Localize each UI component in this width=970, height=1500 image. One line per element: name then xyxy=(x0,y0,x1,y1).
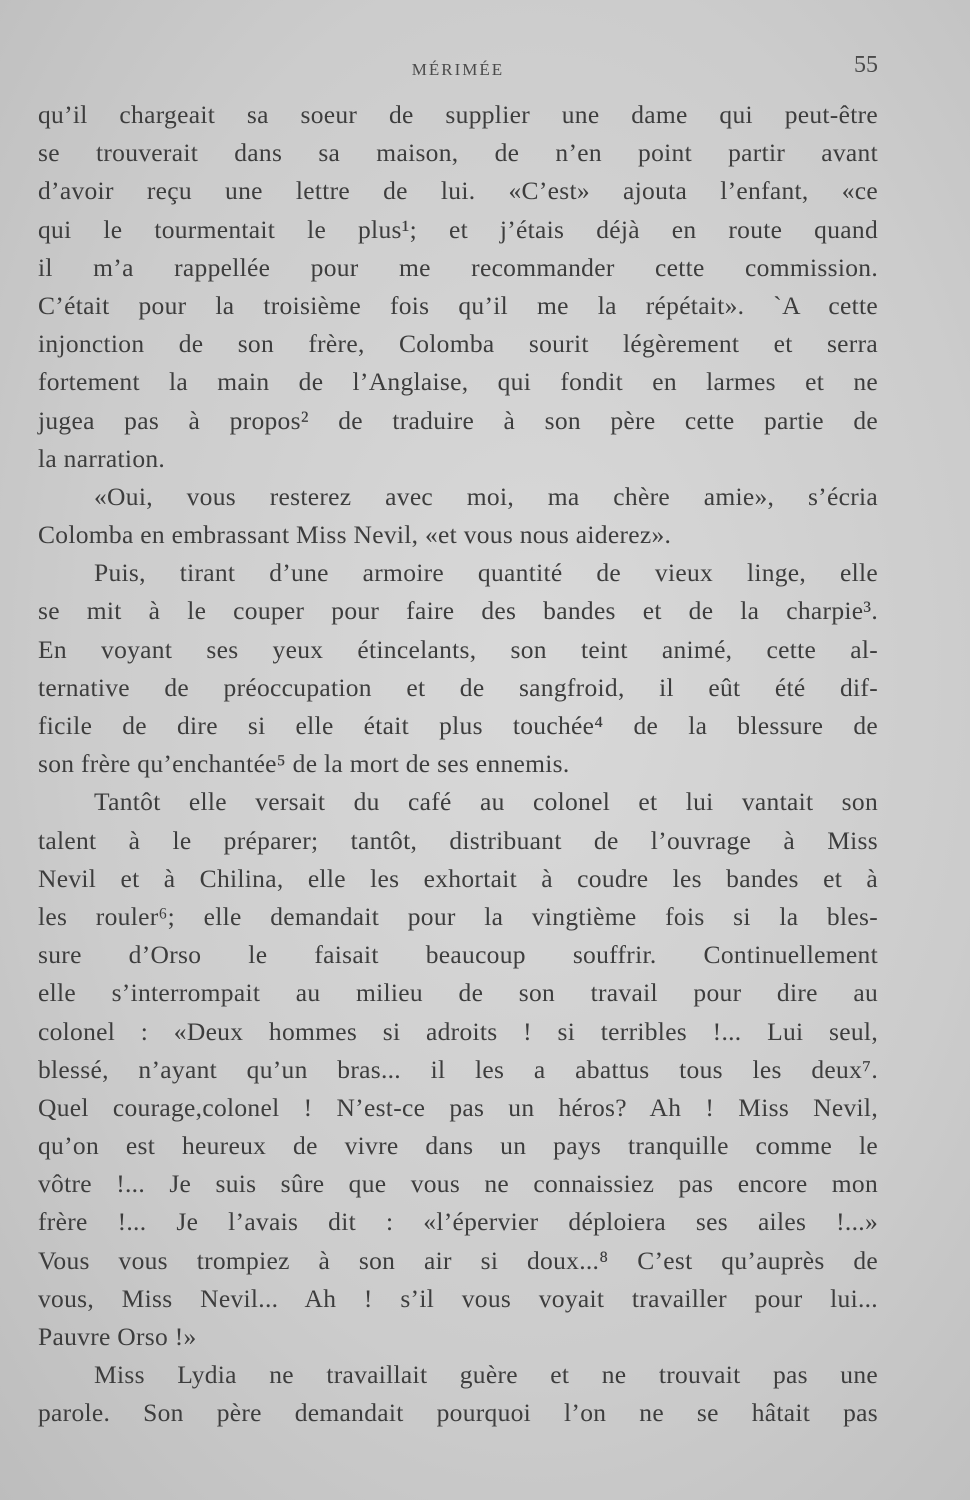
page-number: 55 xyxy=(854,52,878,78)
text-line: Pauvre Orso !» xyxy=(38,1322,197,1351)
text-line: «Oui, vous resterez avec moi, ma chère amie», s’écria xyxy=(94,481,878,511)
text-line: Tantôt elle versait du café au colonel et lui vantait son xyxy=(94,787,878,817)
text-line: la narration. xyxy=(38,443,166,473)
text-line: qu’on est heureux de vivre dans un pays tranquille comme le xyxy=(38,1131,878,1161)
text-line: jugea pas à propos² de traduire à son père cette partie de xyxy=(38,405,878,435)
text-line: sure d’Orso le faisait beaucoup souffrir. Continuellement xyxy=(38,940,878,970)
text-line: se mit à le couper pour faire des bandes et de la charpie³. xyxy=(38,596,878,626)
text-line: frère !... Je l’avais dit : «l’épervier déploiera ses ailes !...» xyxy=(38,1207,878,1237)
text-line: qui le tourmentait le plus¹; et j’étais déjà en route quand xyxy=(38,214,878,244)
running-head: MÉRIMÉE xyxy=(411,60,505,79)
text-line: ficile de dire si elle était plus touchée⁴ de la blessure de xyxy=(38,711,878,740)
text-line: talent à le préparer; tantôt, distribuant de l’ouvrage à Miss xyxy=(38,825,878,855)
text-line: d’avoir reçu une lettre de lui. «C’est» ajouta l’enfant, «ce xyxy=(38,176,878,206)
text-line: fortement la main de l’Anglaise, qui fondit en larmes et ne xyxy=(38,367,878,397)
text-line: En voyant ses yeux étincelants, son teint animé, cette al- xyxy=(38,634,878,664)
text-line: qu’il chargeait sa soeur de supplier une dame qui peut-être xyxy=(38,100,878,129)
text-line: Nevil et à Chilina, elle les exhortait à coudre les bandes et à xyxy=(38,863,878,893)
text-line: il m’a rappellée pour me recommander cette commission. xyxy=(38,252,878,282)
text-line: colonel : «Deux hommes si adroits ! si terribles !... Lui seul, xyxy=(38,1016,878,1046)
text-line: vous, Miss Nevil... Ah ! s’il vous voyait travailler pour lui... xyxy=(38,1283,878,1313)
text-line: vôtre !... Je suis sûre que vous ne connaissiez pas encore mon xyxy=(38,1169,878,1199)
text-line: Puis, tirant d’une armoire quantité de vieux linge, elle xyxy=(94,558,878,588)
body-text xyxy=(38,96,878,1433)
text-line: les rouler⁶; elle demandait pour la vingtième fois si la bles- xyxy=(38,901,878,931)
text-line: Colomba en embrassant Miss Nevil, «et vous nous aiderez». xyxy=(38,520,672,550)
text-line: Vous vous trompiez à son air si doux...⁸ C’est qu’auprès de xyxy=(38,1245,878,1275)
page-header xyxy=(38,52,878,92)
text-line: blessé, n’ayant qu’un bras... il les a abattus tous les deux⁷. xyxy=(38,1054,878,1084)
text-line: parole. Son père demandait pourquoi l’on ne se hâtait pas xyxy=(38,1398,878,1428)
text-line: son frère qu’enchantée⁵ de la mort de ses ennemis. xyxy=(38,749,570,779)
text-line: C’était pour la troisième fois qu’il me la répétait». `A cette xyxy=(38,290,878,320)
text-line: Miss Lydia ne travaillait guère et ne trouvait pas une xyxy=(94,1360,878,1390)
text-line: elle s’interrompait au milieu de son travail pour dire au xyxy=(38,978,878,1008)
text-line: se trouverait dans sa maison, de n’en point partir avant xyxy=(38,138,878,168)
text-line: ternative de préoccupation et de sangfroid, il eût été dif- xyxy=(38,672,878,702)
text-line: injonction de son frère, Colomba sourit légèrement et serra xyxy=(38,329,878,359)
text-line: Quel courage,colonel ! N’est-ce pas un héros? Ah ! Miss Nevil, xyxy=(38,1092,878,1122)
